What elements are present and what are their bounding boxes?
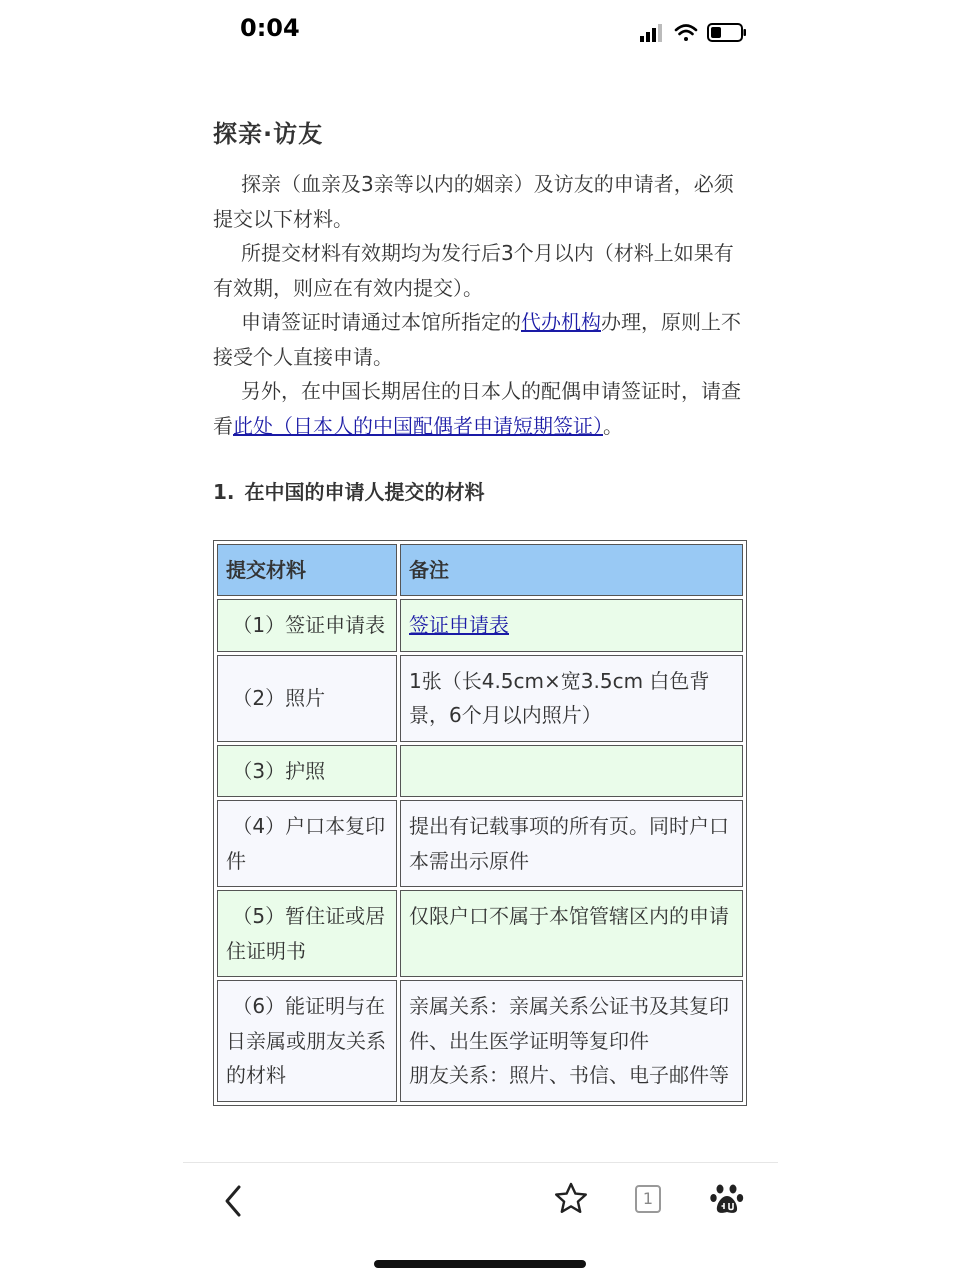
- agency-link[interactable]: 代办机构: [521, 310, 601, 334]
- header-notes: 备注: [400, 544, 743, 596]
- row-note: [400, 745, 743, 798]
- paragraph-intro: [213, 167, 749, 236]
- paragraph-spouse: [213, 374, 749, 443]
- status-icons: [638, 20, 748, 46]
- baidu-paw-icon[interactable]: [709, 1181, 745, 1217]
- row-item-text: （3）护照: [232, 758, 326, 783]
- page-title: 探亲·访友: [213, 120, 324, 148]
- table-row: [217, 599, 743, 652]
- paragraph-spouse-after: 。: [603, 413, 623, 438]
- paragraph-agency-after: 办理，原则上不接受个人直接申请。: [213, 310, 741, 369]
- row-item: [217, 980, 397, 1102]
- battery-icon: [708, 24, 746, 41]
- row-item: [217, 890, 397, 977]
- bottom-toolbar: [183, 1162, 778, 1243]
- table-header-row: [217, 544, 743, 596]
- row-item: [217, 800, 397, 887]
- star-icon[interactable]: [553, 1181, 589, 1217]
- home-indicator[interactable]: [374, 1260, 586, 1268]
- article-content: [213, 110, 749, 443]
- table-row: [217, 980, 743, 1102]
- paragraph-validity-text: 所提交材料有效期均为发行后3个月以内（材料上如果有有效期，则应在有效内提交）。: [213, 241, 734, 300]
- table-row: [217, 800, 743, 887]
- table-row: [217, 655, 743, 742]
- row-item-text: （6）能证明与在日亲属或朋友关系的材料: [226, 994, 386, 1087]
- row-item-text: （5）暂住证或居住证明书: [226, 904, 386, 963]
- row-note-relatives: 亲属关系：亲属关系公证书及其复印件、出生医学证明等复印件: [409, 994, 729, 1053]
- paragraph-agency-before: 申请签证时请通过本馆所指定的: [241, 310, 521, 334]
- paragraph-spouse-before: 另外，在中国长期居住的日本人的配偶申请签证时，请查看: [213, 379, 741, 438]
- row-item-text: （1）签证申请表: [232, 613, 386, 637]
- section-title: 在中国的申请人提交的材料: [244, 480, 485, 504]
- back-arrow-icon[interactable]: [219, 1181, 249, 1221]
- section-number: 1.: [213, 480, 235, 504]
- row-item-text: （2）照片: [232, 685, 326, 710]
- row-item: [217, 599, 397, 652]
- status-bar: [0, 0, 960, 64]
- materials-table: [213, 540, 747, 1106]
- row-note: 仅限户口不属于本馆管辖区内的申请: [400, 890, 743, 977]
- row-note: 提出有记载事项的所有页。同时户口本需出示原件: [400, 800, 743, 887]
- section-heading: [213, 476, 485, 505]
- table-row: [217, 745, 743, 798]
- header-materials: 提交材料: [217, 544, 397, 596]
- row-note-friends: 朋友关系：照片、书信、电子邮件等: [409, 1063, 729, 1087]
- row-item: [217, 655, 397, 742]
- visa-form-link[interactable]: 签证申请表: [409, 613, 509, 637]
- status-time: 0:04: [240, 14, 300, 42]
- tabs-icon[interactable]: 1: [635, 1185, 661, 1213]
- signal-icon: [640, 24, 662, 42]
- paragraph-intro-text: 探亲（血亲及3亲等以内的姻亲）及访友的申请者，必须提交以下材料。: [213, 172, 734, 231]
- row-note: 1张（长4.5cm×宽3.5cm 白色背景，6个月以内照片）: [400, 655, 743, 742]
- paragraph-validity: [213, 236, 749, 305]
- row-note: [400, 980, 743, 1102]
- row-note: [400, 599, 743, 652]
- row-item-text: （4）户口本复印件: [226, 814, 386, 873]
- paragraph-agency: [213, 305, 749, 374]
- spouse-visa-link[interactable]: 此处（日本人的中国配偶者申请短期签证）: [233, 413, 603, 438]
- table-row: [217, 890, 743, 977]
- wifi-icon: [676, 26, 696, 42]
- row-item: [217, 745, 397, 798]
